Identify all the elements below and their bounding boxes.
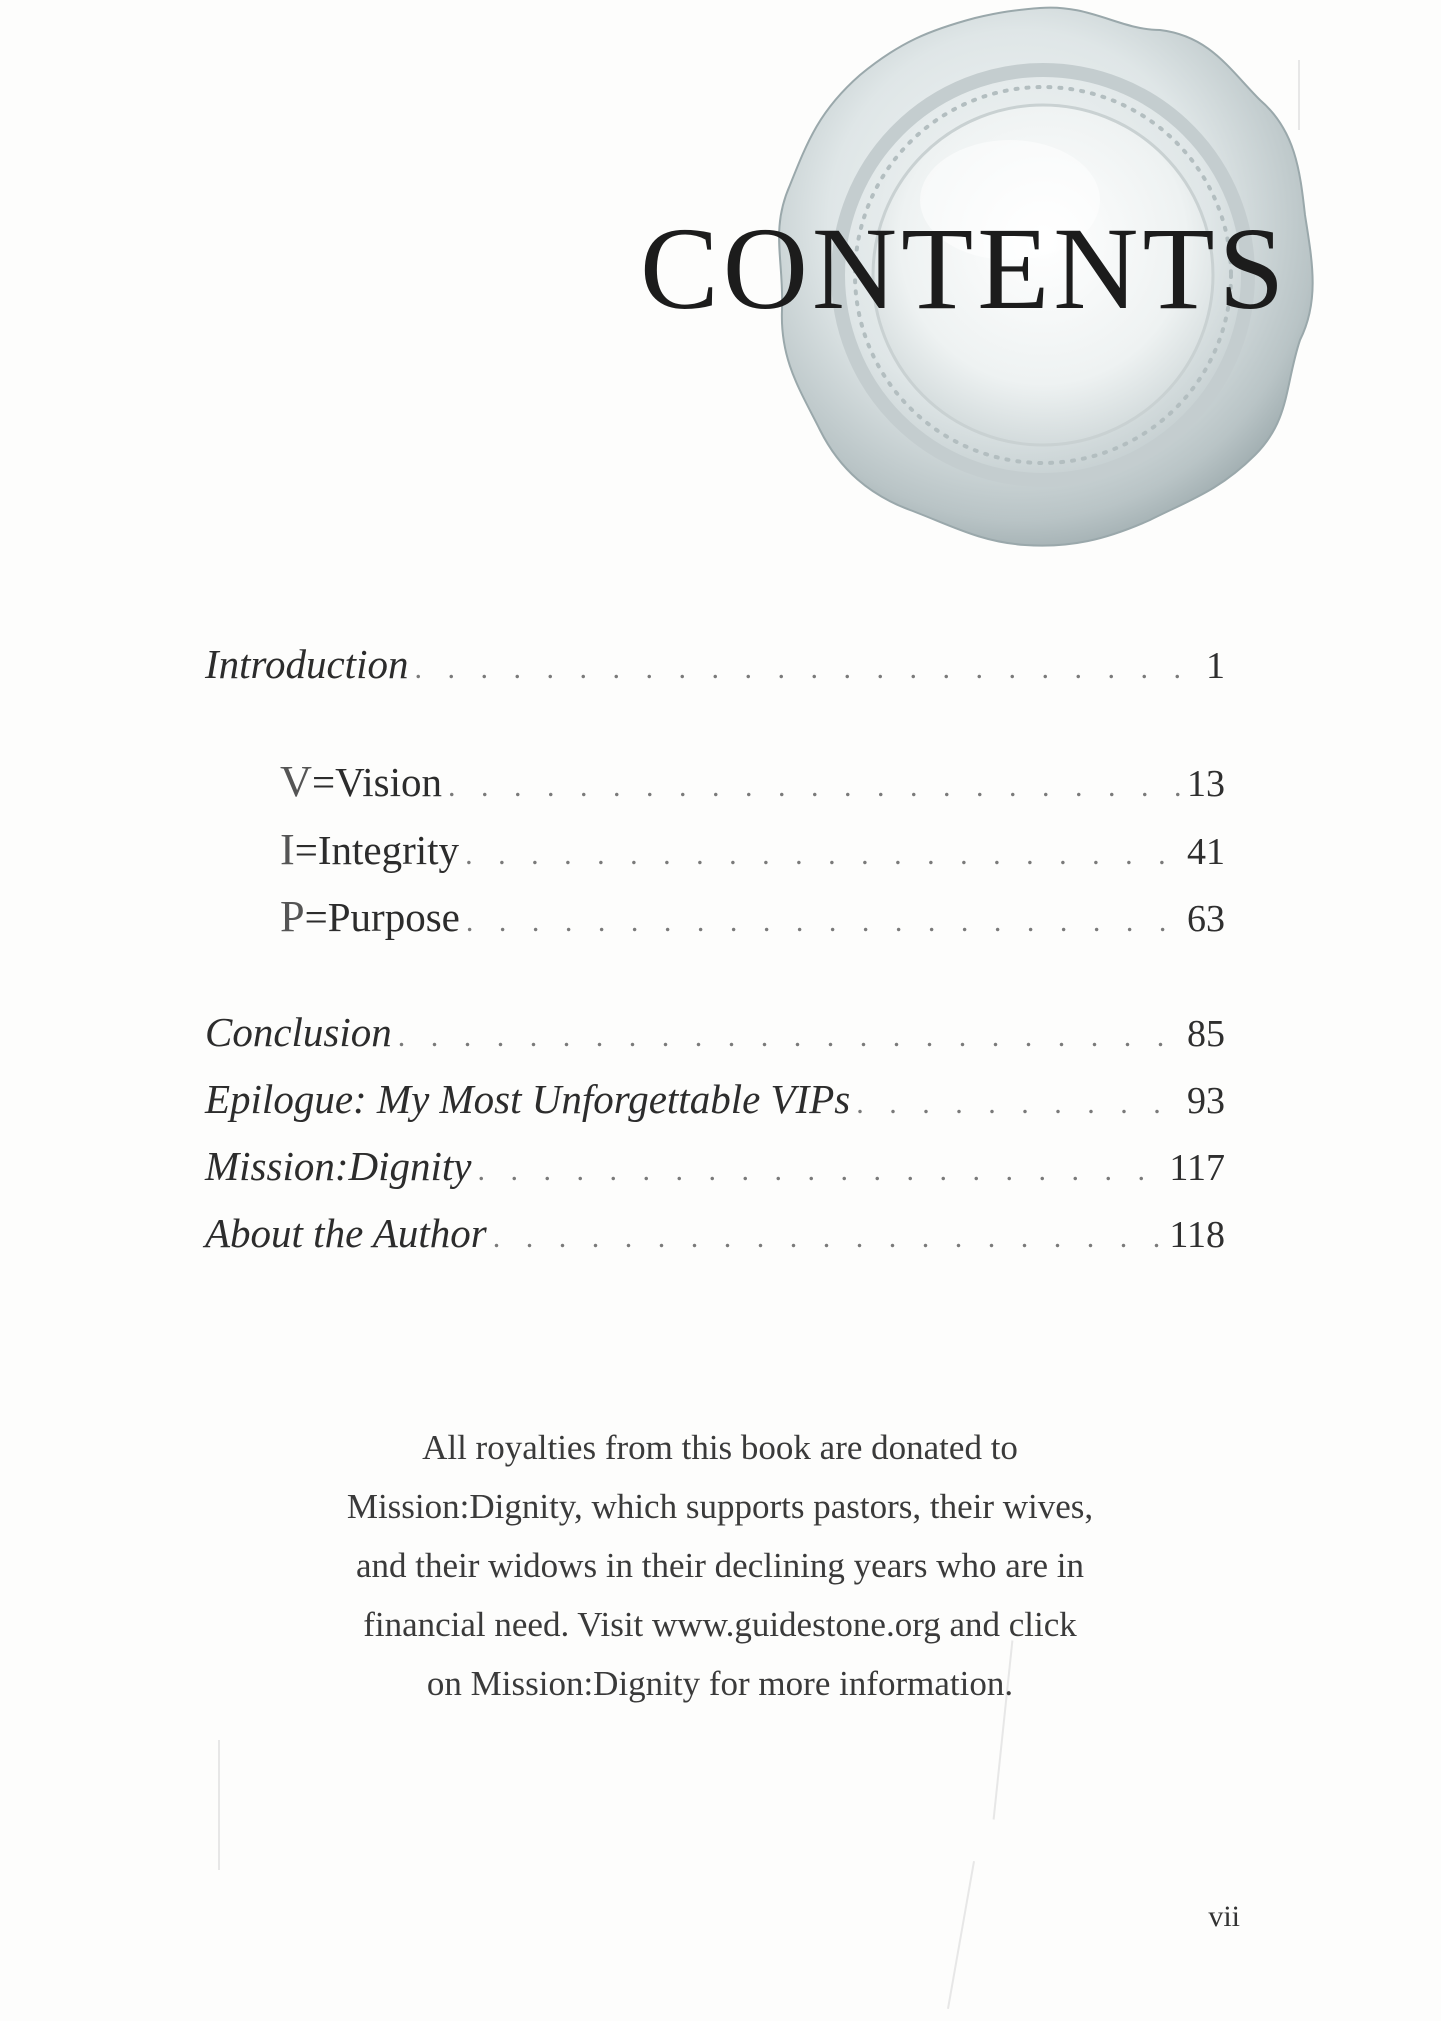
notice-line: and their widows in their declining years who are in — [356, 1546, 1084, 1585]
dot-leader — [466, 904, 1181, 940]
toc-entry-label: About the Author — [205, 1210, 487, 1256]
notice-line: on Mission:Dignity for more information. — [426, 1664, 1014, 1703]
label-rest: =Integrity — [294, 827, 460, 873]
notice-line: All royalties from this book are donated to — [422, 1428, 1018, 1467]
notice-line: Mission:Dignity, which supports pastors, their wives, — [346, 1487, 1094, 1526]
dot-leader — [493, 1220, 1164, 1256]
toc-entry-label: Mission:Dignity — [205, 1143, 472, 1189]
label-rest: =Vision — [311, 759, 442, 805]
page-title: CONTENTS — [640, 203, 1289, 334]
toc-page-number: 1 — [1206, 645, 1225, 687]
toc-entry-mission-dignity — [205, 1142, 1225, 1192]
scan-mark — [218, 1740, 220, 1870]
toc-entry-epilogue — [205, 1075, 1225, 1125]
label-rest: =Purpose — [304, 894, 460, 940]
royalties-notice — [270, 1418, 1170, 1713]
dot-leader — [414, 651, 1200, 687]
toc-page-number: 117 — [1169, 1147, 1225, 1189]
dot-leader — [448, 769, 1181, 805]
toc-entry-conclusion — [205, 1008, 1225, 1058]
dot-leader — [398, 1019, 1181, 1055]
toc-page-number: 85 — [1187, 1013, 1225, 1055]
toc-entry-introduction — [205, 640, 1225, 690]
toc-entry-label — [280, 755, 442, 808]
label-initial: P — [280, 892, 305, 941]
toc-entry-label — [280, 890, 460, 943]
toc-page-number: 118 — [1169, 1214, 1225, 1256]
dot-leader — [856, 1086, 1181, 1122]
scan-mark — [947, 1861, 975, 2009]
toc-page-number: 63 — [1187, 898, 1225, 940]
toc-page-number: 93 — [1187, 1080, 1225, 1122]
toc-entry-label — [280, 823, 459, 876]
toc-entry-purpose — [280, 890, 1225, 943]
dot-leader — [465, 837, 1181, 873]
page-number: vii — [1208, 1900, 1240, 1933]
label-initial: V — [280, 757, 312, 806]
toc-entry-label: Introduction — [205, 641, 409, 687]
notice-line: financial need. Visit www.guidestone.org and click — [363, 1605, 1077, 1644]
dot-leader — [477, 1153, 1163, 1189]
toc-page-number: 13 — [1187, 763, 1225, 805]
toc-page-number: 41 — [1187, 831, 1225, 873]
toc-entry-about-the-author — [205, 1209, 1225, 1259]
toc-entry-vision — [280, 755, 1225, 808]
toc-entry-label: Epilogue: My Most Unforgettable VIPs — [205, 1076, 851, 1122]
toc-entry-label: Conclusion — [205, 1009, 392, 1055]
label-initial: I — [280, 825, 295, 874]
toc-entry-integrity — [280, 823, 1225, 876]
